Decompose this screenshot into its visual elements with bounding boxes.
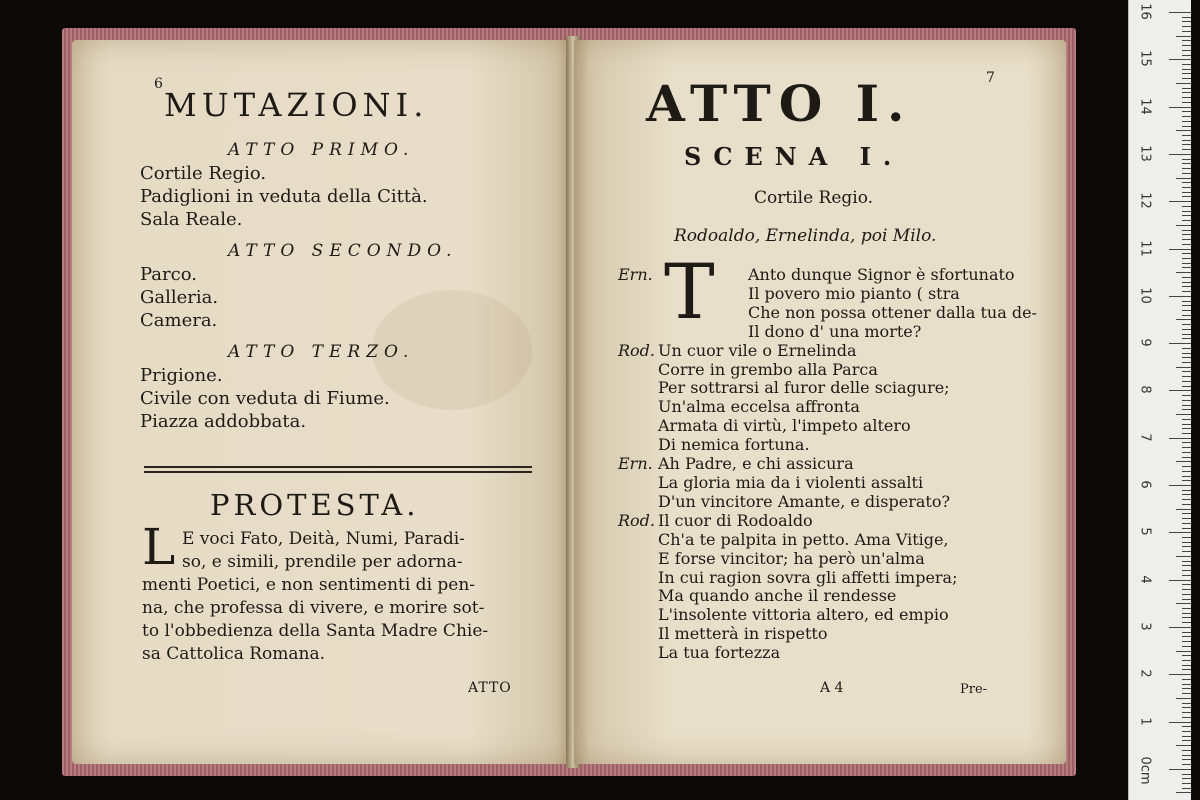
verse-text: Un'alma eccelsa affronta	[658, 397, 860, 417]
verse-text: Di nemica fortuna.	[658, 435, 810, 455]
ruler-tick	[1182, 196, 1191, 197]
protesta-text	[142, 528, 552, 666]
ruler-tick	[1182, 168, 1191, 169]
ruler-tick	[1182, 703, 1191, 704]
dialogue-line	[618, 587, 1058, 606]
ruler-tick	[1176, 792, 1191, 793]
protesta-line: E voci Fato, Deità, Numi, Paradi-	[182, 529, 465, 549]
ruler-tick	[1182, 442, 1191, 443]
act-heading: ATTO TERZO.	[228, 342, 415, 362]
divider-rule	[144, 466, 532, 473]
right-page	[574, 40, 1066, 764]
ruler-tick	[1182, 31, 1191, 32]
scene-item: Civile con veduta di Fiume.	[140, 388, 390, 409]
ruler-tick	[1182, 211, 1191, 212]
ruler-tick	[1182, 471, 1191, 472]
ruler-tick	[1182, 26, 1191, 27]
left-page	[72, 40, 572, 764]
dialogue-line	[618, 474, 1058, 493]
ruler-tick	[1182, 646, 1191, 647]
ruler-tick	[1182, 688, 1191, 689]
ruler-tick	[1169, 154, 1191, 155]
ruler-tick	[1182, 315, 1191, 316]
ruler-tick	[1182, 490, 1191, 491]
ruler-label: 13	[1137, 145, 1153, 162]
ruler-tick	[1182, 40, 1191, 41]
ruler-tick	[1182, 740, 1191, 741]
ruler-tick	[1182, 97, 1191, 98]
ruler-tick	[1169, 627, 1191, 628]
ruler-tick	[1182, 353, 1191, 354]
catchword: Pre-	[960, 682, 988, 697]
ruler-tick	[1182, 476, 1191, 477]
verse-text: D'un vincitore Amante, e disperato?	[658, 491, 951, 511]
ruler-label: 4	[1137, 574, 1153, 584]
ruler-tick	[1182, 291, 1191, 292]
ruler-tick	[1182, 655, 1191, 656]
ruler-tick	[1182, 301, 1191, 302]
scene-item: Padiglioni in veduta della Città.	[140, 186, 428, 207]
dialogue-line	[618, 493, 1058, 512]
scene-item: Camera.	[140, 310, 218, 331]
scene-title: SCENA I.	[684, 142, 904, 171]
dialogue-line	[618, 398, 1058, 417]
dialogue-line	[618, 625, 1058, 644]
ruler-tick	[1182, 234, 1191, 235]
ruler-tick	[1182, 334, 1191, 335]
ruler-tick	[1182, 636, 1191, 637]
verse-text: Un cuor vile o Ernelinda	[658, 340, 857, 360]
verse-text: E forse vincitor; ha però un'alma	[658, 548, 925, 568]
ruler-tick	[1182, 433, 1191, 434]
dialogue-line	[618, 531, 1058, 550]
ruler-tick	[1176, 36, 1191, 37]
ruler-tick	[1169, 59, 1191, 60]
ruler-tick	[1182, 617, 1191, 618]
ruler-tick	[1182, 528, 1191, 529]
ruler-tick	[1169, 674, 1191, 675]
verse-text: Il povero mio pianto ( stra	[748, 283, 960, 303]
ruler-tick	[1176, 698, 1191, 699]
ruler-tick	[1182, 665, 1191, 666]
ruler-tick	[1182, 726, 1191, 727]
ruler-tick	[1182, 64, 1191, 65]
dialogue-line	[618, 342, 1058, 361]
ruler-tick	[1182, 679, 1191, 680]
dialogue-line	[618, 606, 1058, 625]
ruler-tick	[1169, 722, 1191, 723]
ruler-tick	[1182, 613, 1191, 614]
ruler-tick	[1182, 135, 1191, 136]
ruler-tick	[1182, 88, 1191, 89]
character-list: Rodoaldo, Ernelinda, poi Milo.	[674, 226, 937, 246]
ruler-tick	[1182, 584, 1191, 585]
page-number: 6	[154, 76, 163, 92]
ruler-label: 5	[1137, 527, 1153, 536]
protesta-title: PROTESTA.	[210, 488, 420, 522]
ruler-label: 14	[1137, 97, 1153, 115]
act-heading: ATTO PRIMO.	[228, 140, 415, 160]
ruler-tick	[1182, 494, 1191, 495]
dialogue-line	[618, 361, 1058, 380]
ruler-label: 11	[1137, 239, 1153, 257]
mutazioni-list	[140, 140, 560, 433]
ruler-tick	[1182, 215, 1191, 216]
signature-mark: A 4	[820, 680, 844, 696]
scene-item: Parco.	[140, 264, 197, 285]
ruler-tick	[1182, 622, 1191, 623]
ruler-tick	[1182, 764, 1191, 765]
dialogue-line	[618, 379, 1058, 398]
dialogue-block	[618, 266, 1058, 663]
protesta-line: to l'obbedienza della Santa Madre Chie-	[142, 621, 489, 641]
dialogue-line	[618, 417, 1058, 436]
measuring-ruler	[1128, 0, 1191, 800]
dialogue-line	[618, 304, 1058, 323]
ruler-tick	[1182, 192, 1191, 193]
drop-cap: L	[142, 518, 176, 576]
ruler-tick	[1182, 712, 1191, 713]
ruler-tick	[1182, 324, 1191, 325]
ruler-tick	[1182, 73, 1191, 74]
scene-item: Sala Reale.	[140, 209, 243, 230]
ruler-tick	[1182, 17, 1191, 18]
ruler-tick	[1176, 319, 1191, 320]
ruler-label: 15	[1137, 50, 1153, 68]
dialogue-line	[618, 569, 1058, 588]
ruler-tick	[1182, 400, 1191, 401]
verse-text: L'insolente vittoria altero, ed empio	[658, 605, 949, 625]
ruler-tick	[1182, 480, 1191, 481]
protesta-line: menti Poetici, e non sentimenti di pen-	[142, 575, 476, 595]
ruler-tick	[1176, 178, 1191, 179]
ruler-tick	[1182, 230, 1191, 231]
ruler-tick	[1182, 504, 1191, 505]
ruler-tick	[1182, 220, 1191, 221]
ruler-tick	[1182, 551, 1191, 552]
ruler-tick	[1182, 111, 1191, 112]
ruler-tick	[1182, 736, 1191, 737]
protesta-line: so, e simili, prendile per adorna-	[182, 552, 463, 572]
ruler-tick	[1169, 296, 1191, 297]
ruler-tick	[1182, 395, 1191, 396]
ruler-tick	[1182, 277, 1191, 278]
ruler-tick	[1182, 599, 1191, 600]
ruler-tick	[1169, 438, 1191, 439]
ruler-tick	[1169, 201, 1191, 202]
ruler-tick	[1182, 788, 1191, 789]
ruler-tick	[1176, 272, 1191, 273]
ruler-tick	[1182, 693, 1191, 694]
ruler-tick	[1169, 107, 1191, 108]
verse-text: La gloria mia da i violenti assalti	[658, 472, 924, 492]
ruler-tick	[1176, 367, 1191, 368]
ruler-tick	[1182, 144, 1191, 145]
ruler-tick	[1182, 92, 1191, 93]
ruler-tick	[1182, 357, 1191, 358]
scene-item: Prigione.	[140, 365, 223, 386]
ruler-tick	[1182, 570, 1191, 571]
dialogue-line	[618, 323, 1058, 342]
ruler-tick	[1169, 343, 1191, 344]
dialogue-line	[618, 455, 1058, 474]
verse-text: Ch'a te palpita in petto. Ama Vitige,	[658, 529, 949, 549]
verse-text: Armata di virtù, l'impeto altero	[658, 416, 911, 436]
ruler-tick	[1182, 684, 1191, 685]
ruler-label: 9	[1137, 338, 1153, 347]
verse-text: Il cuor di Rodoaldo	[658, 510, 813, 530]
ruler-tick	[1182, 405, 1191, 406]
ruler-tick	[1182, 452, 1191, 453]
ruler-label: 16	[1137, 3, 1153, 20]
ruler-tick	[1182, 778, 1191, 779]
ruler-tick	[1182, 206, 1191, 207]
ruler-label: 10	[1137, 287, 1153, 304]
speaker-label: Ern.	[618, 265, 653, 284]
ruler-tick	[1182, 239, 1191, 240]
ruler-label: 0cm	[1137, 756, 1153, 785]
ruler-tick	[1182, 163, 1191, 164]
ruler-tick	[1176, 509, 1191, 510]
ruler-tick	[1182, 116, 1191, 117]
ruler-tick	[1182, 546, 1191, 547]
ruler-tick	[1182, 348, 1191, 349]
scene-item: Cortile Regio.	[140, 163, 267, 184]
ruler-tick	[1182, 750, 1191, 751]
ruler-tick	[1182, 182, 1191, 183]
ruler-tick	[1176, 83, 1191, 84]
ruler-tick	[1182, 45, 1191, 46]
protesta-line: sa Cattolica Romana.	[142, 644, 326, 664]
ruler-label: 6	[1137, 480, 1153, 489]
ruler-label: 7	[1137, 433, 1153, 442]
verse-text: Per sottrarsi al furor delle sciagure;	[658, 378, 950, 398]
ruler-tick	[1169, 769, 1191, 770]
dialogue-line	[618, 644, 1058, 663]
ruler-tick	[1182, 338, 1191, 339]
ruler-tick	[1169, 532, 1191, 533]
ruler-tick	[1182, 409, 1191, 410]
ruler-tick	[1169, 580, 1191, 581]
ruler-tick	[1182, 755, 1191, 756]
verse-text: In cui ragion sovra gli affetti impera;	[658, 567, 958, 587]
ruler-tick	[1182, 376, 1191, 377]
speaker-label: Rod.	[618, 510, 656, 530]
ruler-tick	[1182, 499, 1191, 500]
ruler-tick	[1182, 424, 1191, 425]
ruler-tick	[1182, 466, 1191, 467]
ruler-tick	[1182, 669, 1191, 670]
ruler-tick	[1182, 717, 1191, 718]
ruler-tick	[1182, 21, 1191, 22]
scene-item: Piazza addobbata.	[140, 411, 307, 432]
act-title: ATTO I.	[646, 74, 913, 133]
ruler-tick	[1182, 159, 1191, 160]
ruler-tick	[1176, 414, 1191, 415]
ruler-tick	[1182, 126, 1191, 127]
scene-setting: Cortile Regio.	[754, 188, 874, 208]
ruler-tick	[1182, 381, 1191, 382]
ruler-tick	[1182, 660, 1191, 661]
ruler-tick	[1182, 329, 1191, 330]
dialogue-line	[618, 266, 1058, 285]
ruler-tick	[1182, 305, 1191, 306]
ruler-tick	[1182, 783, 1191, 784]
ruler-tick	[1176, 651, 1191, 652]
ruler-tick	[1182, 428, 1191, 429]
ruler-tick	[1182, 589, 1191, 590]
ruler-tick	[1182, 518, 1191, 519]
ruler-tick	[1182, 55, 1191, 56]
verse-text: Il dono d' una morte?	[748, 321, 922, 341]
ruler-tick	[1182, 542, 1191, 543]
ruler-tick	[1182, 537, 1191, 538]
verse-text: Che non possa ottener dalla tua de-	[748, 302, 1037, 322]
ruler-tick	[1182, 419, 1191, 420]
ruler-tick	[1182, 102, 1191, 103]
ruler-tick	[1182, 594, 1191, 595]
ruler-tick	[1182, 50, 1191, 51]
ruler-tick	[1182, 371, 1191, 372]
ruler-tick	[1182, 447, 1191, 448]
speaker-label: Rod.	[618, 340, 656, 360]
ruler-tick	[1182, 140, 1191, 141]
ruler-tick	[1182, 523, 1191, 524]
ruler-tick	[1182, 310, 1191, 311]
dialogue-line	[618, 436, 1058, 455]
ruler-tick	[1182, 759, 1191, 760]
verse-text: Il metterà in rispetto	[658, 624, 828, 644]
ruler-tick	[1182, 173, 1191, 174]
ruler-label: 12	[1137, 192, 1153, 209]
ruler-tick	[1182, 258, 1191, 259]
ruler-tick	[1176, 130, 1191, 131]
ruler-tick	[1182, 78, 1191, 79]
ruler-tick	[1182, 561, 1191, 562]
ruler-tick	[1169, 12, 1191, 13]
ruler-tick	[1182, 149, 1191, 150]
ruler-tick	[1182, 386, 1191, 387]
verse-text: Ah Padre, e chi assicura	[658, 454, 854, 474]
act-heading: ATTO SECONDO.	[228, 241, 458, 261]
ruler-tick	[1182, 286, 1191, 287]
ruler-tick	[1182, 263, 1191, 264]
page-title: MUTAZIONI.	[164, 86, 429, 124]
drop-cap: T	[664, 247, 715, 336]
ruler-tick	[1182, 253, 1191, 254]
ruler-tick	[1182, 707, 1191, 708]
dialogue-line	[618, 512, 1058, 531]
ruler-tick	[1182, 267, 1191, 268]
ruler-tick	[1182, 121, 1191, 122]
scene-item: Galleria.	[140, 287, 219, 308]
verse-text: Ma quando anche il rendesse	[658, 586, 897, 606]
ruler-tick	[1182, 774, 1191, 775]
dialogue-line	[618, 550, 1058, 569]
ruler-label: 1	[1137, 716, 1153, 726]
page-number: 7	[986, 70, 995, 86]
ruler-tick	[1182, 187, 1191, 188]
catchword: ATTO	[468, 680, 512, 696]
speaker-label: Ern.	[618, 454, 653, 474]
ruler-tick	[1182, 565, 1191, 566]
ruler-tick	[1182, 575, 1191, 576]
ruler-tick	[1182, 641, 1191, 642]
ruler-tick	[1182, 731, 1191, 732]
ruler-tick	[1176, 603, 1191, 604]
ruler-tick	[1169, 390, 1191, 391]
verse-text: Corre in grembo alla Parca	[658, 359, 878, 379]
dialogue-line	[618, 285, 1058, 304]
ruler-tick	[1182, 608, 1191, 609]
ruler-tick	[1182, 362, 1191, 363]
ruler-tick	[1182, 632, 1191, 633]
ruler-tick	[1182, 244, 1191, 245]
verse-text: Anto dunque Signor è sfortunato	[748, 265, 1015, 284]
ruler-tick	[1182, 69, 1191, 70]
ruler-tick	[1169, 485, 1191, 486]
protesta-line: na, che professa di vivere, e morire sot-	[142, 598, 485, 618]
ruler-label: 2	[1137, 669, 1153, 678]
ruler-tick	[1176, 556, 1191, 557]
ruler-tick	[1176, 225, 1191, 226]
ruler-label: 8	[1137, 385, 1153, 395]
ruler-tick	[1182, 513, 1191, 514]
ruler-tick	[1169, 249, 1191, 250]
ruler-tick	[1176, 461, 1191, 462]
ruler-label: 3	[1137, 622, 1153, 631]
ruler-tick	[1182, 457, 1191, 458]
ruler-tick	[1176, 745, 1191, 746]
ruler-tick	[1182, 282, 1191, 283]
verse-text: La tua fortezza	[658, 643, 781, 663]
